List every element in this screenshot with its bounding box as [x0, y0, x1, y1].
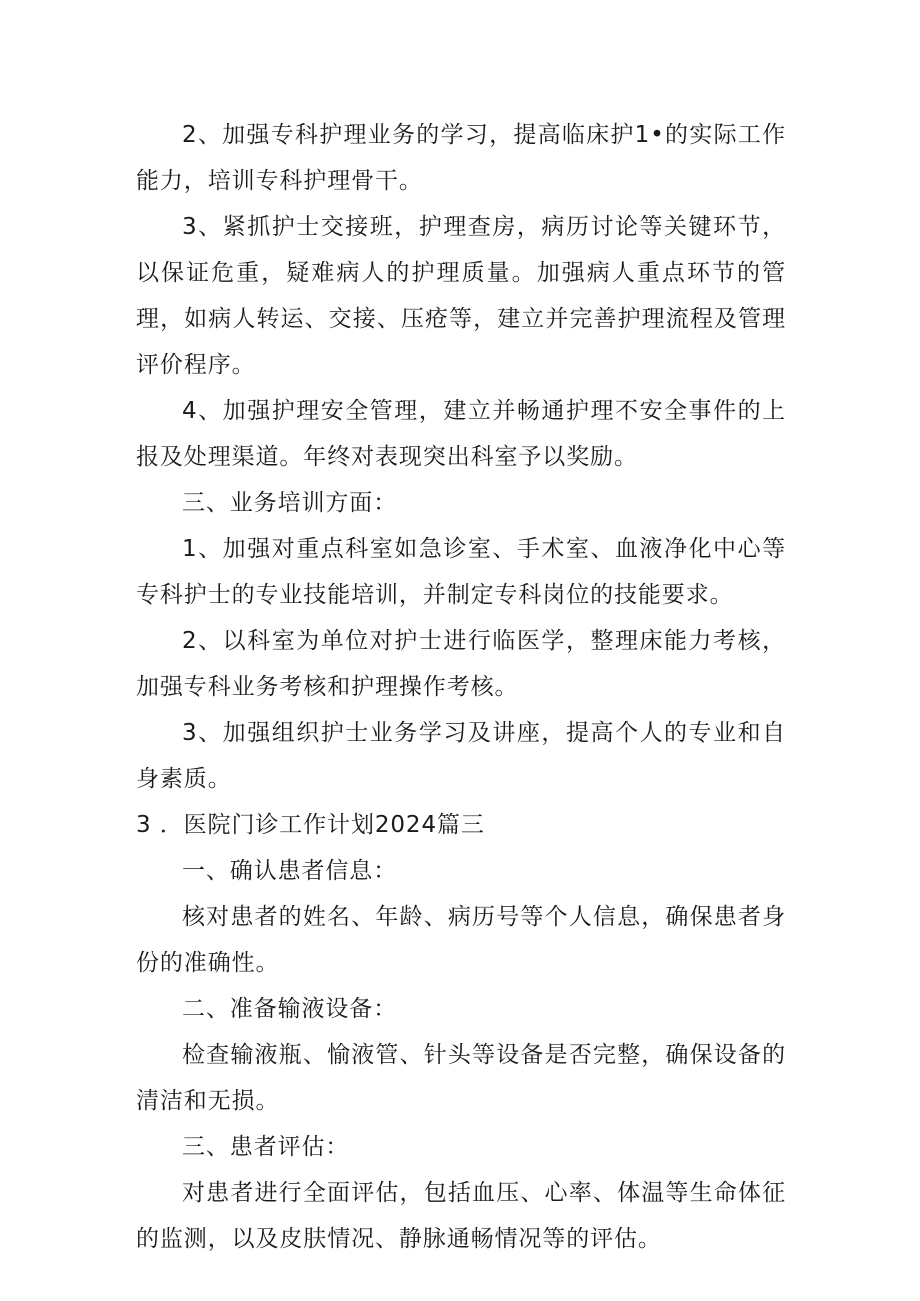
section-body-confirm-info: 核对患者的姓名、年龄、病历号等个人信息，确保患者身份的准确性。 [136, 904, 786, 976]
section-title-patient-assessment: 三、患者评估： [182, 1134, 350, 1160]
paragraph-training-lectures: 3、加强组织护士业务学习及讲座，提高个人的专业和自身素质。 [136, 720, 786, 792]
section-title-prepare-equipment: 二、准备输液设备： [182, 996, 398, 1022]
paragraph-training-skills: 1、加强对重点科室如急诊室、手术室、血液净化中心等专科护士的专业技能培训，并制定专科岗位的技能要求。 [136, 536, 786, 608]
section-body-prepare-equipment: 检查输液瓶、愉液管、针头等设备是否完整，确保设备的清洁和无损。 [136, 1042, 786, 1114]
section-title-confirm-info: 一、确认患者信息： [182, 858, 398, 884]
section-heading-training: 三、业务培训方面： [182, 490, 398, 516]
paragraph-specialty-study: 2、加强专科护理业务的学习，提高临床护1•的实际工作能力，培训专科护理骨干。 [136, 122, 786, 194]
section-body-patient-assessment: 对患者进行全面评估，包括血压、心率、体温等生命体征的监测，以及皮肤情况、静脉通畅情况等的评估。 [136, 1180, 786, 1252]
paragraph-shift-handover: 3、紧抓护士交接班，护理查房，病历讨论等关键环节，以保证危重，疑难病人的护理质量。加强病人重点环节的管理，如病人转运、交接、压疮等，建立并完善护理流程及管理评价程序。 [136, 214, 786, 378]
paragraph-training-assessment: 2、以科室为单位对护士进行临医学，整理床能力考核，加强专科业务考核和护理操作考核。 [136, 628, 786, 700]
article-heading: 3 ．医院门诊工作计划2024篇三 [136, 812, 485, 838]
document-body [136, 112, 786, 1262]
paragraph-safety-management: 4、加强护理安全管理，建立并畅通护理不安全事件的上报及处理渠道。年终对表现突出科室予以奖励。 [136, 398, 786, 470]
